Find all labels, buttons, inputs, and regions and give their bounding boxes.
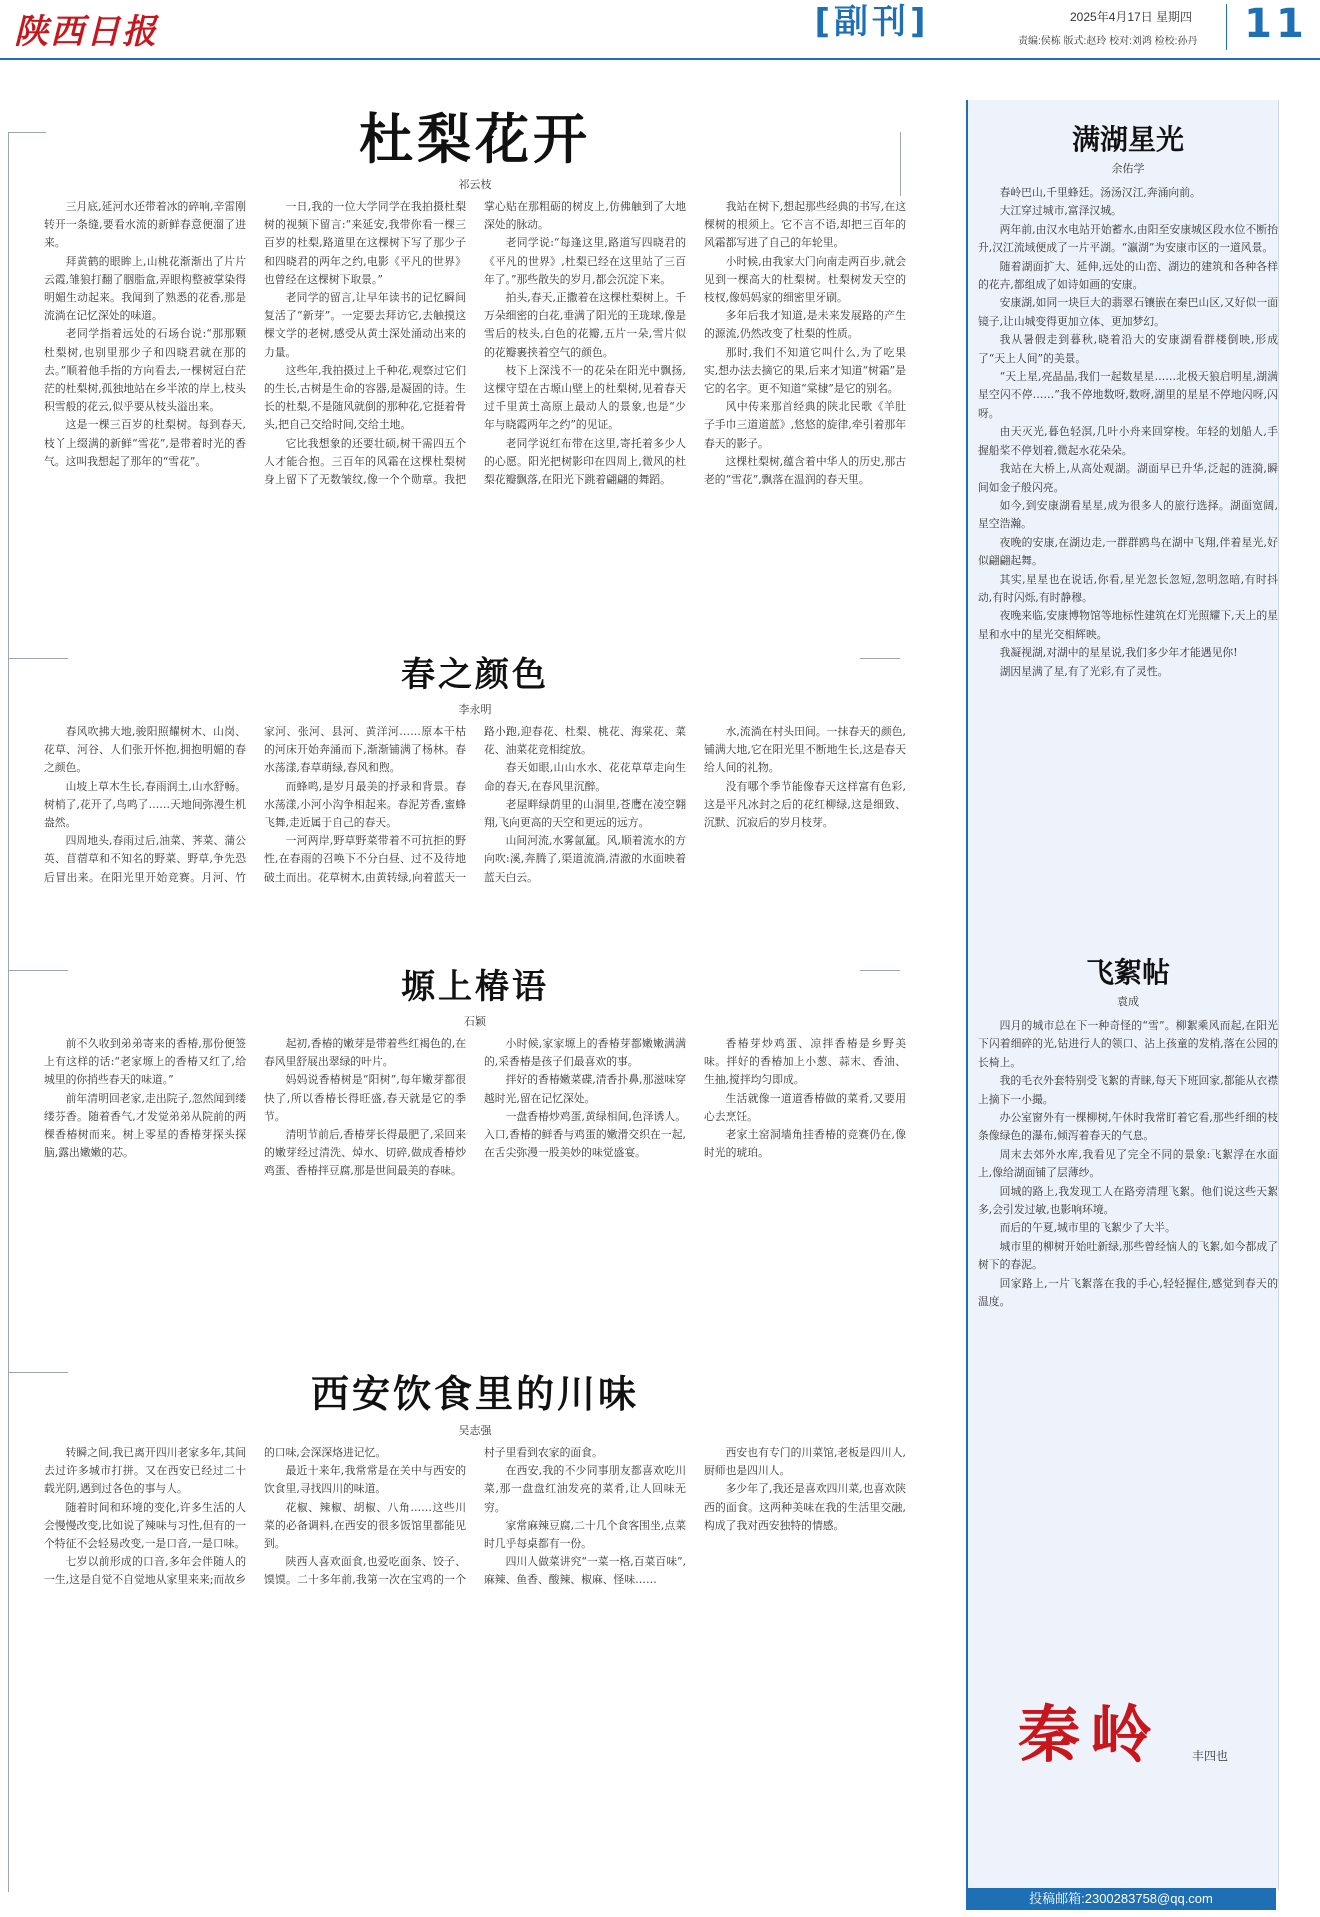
paragraph: 这是一棵三百岁的杜梨树。每到春天,枝丫上缀满的新鲜“雪花”,是带着时光的香气。这叫我想起了那年的“雪花”。 [44, 418, 246, 468]
paragraph: 由天灭光,暮色轻溟,几叶小舟来回穿梭。年轻的划船人,手握船桨不停划着,微起水花朵朵。 [978, 425, 1278, 457]
paragraph: 办公室窗外有一棵柳树,午休时我常盯着它看,那些纤细的枝条像绿色的瀑布,倾泻着春天的气息。 [978, 1111, 1278, 1143]
frame-left-line [8, 132, 9, 1892]
paragraph: 回家路上,一片飞絮落在我的手心,轻轻握住,感觉到春天的温度。 [978, 1276, 1278, 1309]
sidebar [938, 100, 1320, 1917]
paragraph: 在西安,我的不少同事朋友都喜欢吃川菜,那一盘盘红油发亮的菜肴,让人回味无穷。 [484, 1464, 686, 1514]
paragraph: 拜黄鹤的眼眸上,山桃花渐渐出了片片云霞,雏狼打翻了胭脂盒,弄眼构整被掌染得明媚生动起来。我闻到了熟悉的花香,那是流淌在记忆深处的味道。 [44, 254, 246, 323]
article-author: 余佑学 [1111, 162, 1145, 175]
paragraph: 夜晚来临,安康博物馆等地标性建筑在灯光照耀下,天上的星星和水中的星光交相辉映。 [978, 609, 1278, 641]
column-logo [978, 1665, 1278, 1815]
paragraph: 那时,我们不知道它叫什么,为了吃果实,想办法去摘它的果,后来才知道“树霜”是它的名字。更不知道“棠棣”是它的别名。 [704, 345, 906, 396]
paragraph: 夜晚的安康,在湖边走,一群群鸥鸟在湖中飞翔,伴着星光,好似翩翩起舞。 [978, 535, 1278, 568]
article-title: 塬上椿语 [401, 967, 549, 1007]
paragraph: 拌好的香椿嫩菜碟,清香扑鼻,那滋味穿越时光,留在记忆深处。 [484, 1073, 686, 1105]
paragraph: 三月底,延河水还带着冰的碎响,辛雷刚转开一条缝,要看水流的新鲜春意便溜了进来。 [44, 200, 246, 250]
paragraph: 回城的路上,我发现工人在路旁清理飞絮。他们说这些天絮多,会引发过敏,也影响环境。 [978, 1184, 1278, 1217]
page-number: 11 [1244, 1, 1308, 47]
paragraph: 这棵杜梨树,蕴含着中华人的历史,那古老的“雪花”,飘落在温润的春天里。 [704, 454, 906, 487]
paragraph: 老家土窑洞墙角挂香椿的竞赛仍在,像时光的琥珀。 [704, 1128, 906, 1160]
paragraph: 转瞬之间,我已离开四川老家多年,其间去过许多城市打拼。又在西安已经过二十载光阴,遇到过各色的事与人。 [44, 1446, 246, 1496]
article-author: 石颖 [464, 1015, 486, 1028]
issue-date: 2025年4月17日 星期四 [1070, 10, 1193, 24]
article-dulihuakai [44, 108, 906, 698]
header-divider [1226, 4, 1227, 50]
paragraph: 而后的午夏,城市里的飞絮少了大半。 [999, 1221, 1176, 1235]
paragraph: 妈妈说香椿树是“阳树”,每年嫩芽都很快了,所以香椿长得旺盛,春天就是它的季节。 [264, 1073, 466, 1123]
paragraph: 小时候,家家塬上的香椿芽都嫩嫩满满的,采香椿是孩子们最喜欢的事。 [484, 1037, 686, 1069]
article-chunzhiyanse [44, 653, 906, 933]
paragraph: “天上星,亮晶晶,我们一起数星星……北极天狼启明星,湖满星空闪不停……”我不停地数呀,数呀,湖里的星星不停地闪呀,闪呀。 [978, 370, 1278, 420]
article-body [44, 723, 906, 929]
paragraph: 随着湖面扩大、延伸,远处的山峦、湖边的建筑和各种各样的花卉,都组成了如诗如画的安康。 [978, 259, 1278, 292]
paragraph: 老同学的留言,让早年读书的记忆瞬间复活了“新芽”。一定要去拜访它,去触摸这棵文学的老树,感受从黄土深处涌动出来的力量。 [264, 291, 466, 359]
paragraph: 周末去郊外水库,我看见了完全不同的景象:飞絮浮在水面上,像给湖面铺了层薄纱。 [978, 1147, 1278, 1180]
sidebar-article-feixutie [978, 955, 1278, 1707]
paragraph: 安康湖,如同一块巨大的翡翠石镶嵌在秦巴山区,又好似一面镜子,让山城变得更加立体、更加梦幻。 [978, 296, 1278, 328]
paragraph: 前不久收到弟弟寄来的香椿,那份便签上有这样的话:“老家塬上的香椿又红了,给城里的你捎些春天的味道。” [44, 1037, 246, 1087]
submission-email-bar: 投稿邮箱:2300283758@qq.com [966, 1888, 1276, 1910]
masthead-logo: 陕西日报 [14, 12, 158, 52]
paragraph: 四月的城市总在下一种奇怪的“雪”。柳絮乘风而起,在阳光下闪着细碎的光,钻进行人的领口、沾上孩童的发梢,落在公园的长椅上。 [978, 1019, 1278, 1069]
article-title: 满湖星光 [1071, 123, 1184, 156]
paragraph: 这些年,我拍摄过上千种花,观察过它们的生长,古树是生命的容器,是凝固的诗。生长的杜梨,不是随风就倒的那种花,它挺着骨头,把自己交给时间,交给土地。 [264, 363, 466, 432]
paragraph: 起初,香椿的嫩芽是带着些红褐色的,在春风里舒展出翠绿的叶片。 [264, 1037, 466, 1069]
article-title: 春之颜色 [401, 655, 549, 695]
paragraph: 一日,我的一位大学同学在我拍摄杜梨树的视频下留言:“来延安,我带你看一棵三百岁的杜梨,路道里在这棵树下写了那少子和四晓君的两年之约,电影《平凡的世界》也曾经在这棵树下取景。” [264, 200, 466, 286]
paragraph: 老同学指着远处的石场台说:“那那颗杜梨树,也别里那少子和四晓君就在那的去。”顺着他手指的方向看去,一棵树冠白茫茫的杜梨树,孤独地站在乡半浓的岸上,枝头积雪般的花云,似乎要从枝头溢出来。 [44, 327, 246, 414]
paragraph: 它比我想象的还要壮硕,树干需四五个人才能合抱。三百年的风霜在这棵杜梨树身上留下了无数皱纹,像一个个勋章。我把掌心贴在那粗砺的树皮上,仿佛触到了大地深处的脉动。 [264, 200, 686, 487]
paragraph: 我站在大桥上,从高处观湖。湖面早已升华,泛起的涟漪,瞬间如金子般闪亮。 [978, 462, 1278, 494]
paragraph: 我从暑假走到暮秋,晓着沿大的安康湖看群楼倒映,形成了“天上人间”的美景。 [978, 333, 1278, 365]
article-body [44, 1035, 906, 1315]
paragraph: 老屋畔绿荫里的山洞里,苍鹰在凌空翱翔,飞向更高的天空和更远的远方。 [484, 797, 686, 830]
column-logo-text: 秦岭 [1018, 1698, 1163, 1771]
paragraph: 一河两岸,野草野菜带着不可抗拒的野性,在春雨的召唤下不分白昼、过不及待地破土而出。花草树木,由黄转绿,向着蓝天一路小跑,迎春花、杜梨、桃花、海棠花、菜花、油菜花竞相绽放。 [264, 725, 686, 884]
article-body [978, 1017, 1278, 1707]
paragraph: 风中传来那首经典的陕北民歌《羊肚子手巾三道道蓝》,悠悠的旋律,牵引着那年春天的影子。 [704, 400, 906, 450]
paragraph: 山坡上草木生长,春雨润土,山水舒畅。树梢了,花开了,鸟鸣了……天地间弥漫生机盎然。 [44, 779, 246, 830]
paragraph: 前年清明回老家,走出院子,忽然闻到缕缕芬香。随着香气,才发觉弟弟从院前的两棵香椿树而来。树上零星的香椿芽探头探脑,露出嫩嫩的芯。 [44, 1091, 246, 1160]
paragraph: 而蜂鸣,是岁月最美的抒录和背景。春水荡漾,小河小沟争相起来。春泥芳香,蜜蜂飞舞,走近属于自己的春天。 [264, 779, 466, 830]
paragraph: 春风吹拂大地,骏阳照耀树木、山岗、花草、河谷、人们张开怀抱,拥抱明媚的春之颜色。 [44, 725, 246, 775]
article-yuanshangchunyu [44, 965, 906, 1325]
paragraph: 生活就像一道道香椿做的菜肴,又要用心去烹饪。 [704, 1091, 906, 1123]
paragraph: 湖因星满了星,有了光彩,有了灵性。 [999, 664, 1169, 678]
paragraph: 拍头,春天,正撒着在这棵杜梨树上。千万朵细密的白花,垂满了阳光的王珑球,像是雪后的枝头,白色的花瓣,五片一朵,雪片似的花瓣裹挟着空气的颜色。 [484, 291, 686, 359]
paragraph: 最近十来年,我常常是在关中与西安的饮食里,寻找四川的味道。 [264, 1464, 466, 1496]
paragraph: 我凝视湖,对湖中的星星说,我们多少年才能遇见你! [999, 646, 1238, 660]
article-body [978, 184, 1278, 964]
paragraph: 春天如眼,山山水水、花花草草走向生命的春天,在春风里沉醉。 [484, 761, 686, 793]
page-header [0, 0, 1320, 70]
paragraph: 随着时间和环境的变化,许多生活的人会慢慢改变,比如说了辣味与习性,但有的一个特征不会轻易改变,一是口音,一是口味。 [44, 1500, 246, 1551]
paragraph: 四川人做菜讲究“一菜一格,百菜百味”,麻辣、鱼香、酸辣、椒麻、怪味…… [484, 1555, 686, 1587]
paragraph: 没有哪个季节能像春天这样富有色彩,这是平凡冰封之后的花红柳绿,这是细致、沉默、沉寂后的岁月枝芽。 [704, 779, 906, 830]
section-label: [副刊] [814, 2, 930, 42]
article-title: 飞絮帖 [1085, 956, 1170, 989]
paragraph: 一盘香椿炒鸡蛋,黄绿相间,色泽诱人。入口,香椿的鲜香与鸡蛋的嫩滑交织在一起,在舌尖弥漫一股美妙的味觉盛宴。 [484, 1109, 686, 1160]
frame-top-line-1 [8, 132, 46, 133]
paragraph: 花椒、辣椒、胡椒、八角……这些川菜的必备调料,在西安的很多饭馆里都能见到。 [264, 1500, 466, 1551]
paragraph: 七岁以前形成的口音,多年会伴随人的一生,这是自觉不自觉地从家里来来;而故乡的口味,会深深烙进记忆。 [44, 1446, 387, 1587]
paragraph: 其实,星星也在说话,你看,星光忽长忽短,忽明忽暗,有时抖动,有时闪烁,有时静穆。 [978, 572, 1278, 604]
article-body [44, 198, 906, 696]
paragraph: 家常麻辣豆腐,二十几个食客围坐,点菜时几乎每桌都有一份。 [484, 1518, 686, 1551]
paragraph: 枝下上深浅不一的花朵在阳光中飘扬,这棵守望在古塬山壁上的杜梨树,见着春天过千里黄土高原上最动人的景象,也是“少年与晓霞两年之约”的见证。 [484, 363, 686, 432]
paragraph: 老同学说:“每逢这里,路道写四晓君的《平凡的世界》,杜梨已经在这里站了三百年了。”那些散失的岁月,都会沉淀下来。 [484, 236, 686, 286]
paragraph: 陕西人喜欢面食,也爱吃面条、饺子、馍馍。二十多年前,我第一次在宝鸡的一个村子里看到农家的面食。 [264, 1446, 603, 1587]
sidebar-article-manhuxingguang [978, 122, 1278, 964]
paragraph: 山间河流,水雾氤氲。风,顺着流水的方向吹:溪,奔腾了,渠道流淌,清澈的水面映着蓝天白云。 [484, 834, 686, 884]
article-author: 袁成 [1117, 995, 1139, 1008]
paragraph: 多少年了,我还是喜欢四川菜,也喜欢陕西的面食。这两种美味在我的生活里交融,构成了我对西安独特的情感。 [704, 1482, 906, 1532]
article-title: 西安饮食里的川味 [310, 1372, 639, 1416]
paragraph: 如今,到安康湖看星星,成为很多人的旅行选择。湖面宽阔,星空浩瀚。 [978, 498, 1278, 531]
paragraph: 春岭巴山,千里蜂廷。汤汤汉江,奔涌向前。 [999, 186, 1201, 199]
article-author: 李永明 [458, 703, 492, 716]
paragraph: 水,流淌在村头田间。一抹春天的颜色,铺满大地,它在阳光里不断地生长,这是春天给人间的礼物。 [704, 725, 906, 775]
paragraph: 我的毛衣外套特别受飞絮的青睐,每天下班回家,都能从衣襟上摘下一小撮。 [978, 1074, 1278, 1106]
paragraph: 我站在树下,想起那些经典的书写,在这棵树的根须上。它不言不语,却把三百年的风霜都写进了自己的年轮里。 [704, 200, 906, 250]
article-body [44, 1444, 906, 1902]
article-xian-chuanwei [44, 1370, 906, 1910]
paragraph: 多年后我才知道,是未来发展路的产生的源流,仍然改变了杜梨的性质。 [704, 309, 906, 341]
paragraph: 小时候,由我家大门向南走两百步,就会见到一棵高大的杜梨树。杜梨树发天空的枝杈,像妈妈家的细密里牙刷。 [704, 254, 906, 305]
header-rule [0, 58, 1320, 60]
article-title: 杜梨花开 [359, 108, 591, 171]
article-author: 吴志强 [458, 1424, 492, 1437]
article-author: 祁云枝 [458, 178, 492, 191]
paragraph: 城市里的柳树开始吐新绿,那些曾经恼人的飞絮,如今都成了树下的春泥。 [978, 1239, 1278, 1272]
paragraph: 两年前,由汉水电站开始蓄水,由阳至安康城区段水位不断抬升,汉江流域便成了一片平湖。“瀛湖”为安康市区的一道风景。 [978, 222, 1278, 255]
paragraph: 四周地头,春雨过后,油菜、荠菜、蒲公英、苜蓿草和不知名的野菜、野草,争先恐后冒出来。在阳光里开始竞赛。月河、竹家河、张河、县河、黄洋河……原本干枯的河床开始奔涌而下,渐渐铺满了杨林。春水荡漾,春草萌绿,春风和煦。 [44, 725, 466, 884]
paragraph: 大江穿过城市,富泽汉城。 [999, 204, 1122, 218]
editor-credits: 责编:侯栋 版式:赵玲 校对:刘鸿 检校:孙丹 [1018, 36, 1198, 47]
paragraph: 西安也有专门的川菜馆,老板是四川人,厨师也是四川人。 [704, 1446, 906, 1478]
column-logo-signature: 丰四也 [1192, 1749, 1229, 1763]
paragraph: 老同学说红布带在这里,寄托着多少人的心愿。阳光把树影印在四周上,微风的杜梨花瓣飘落,在阳光下跳着翩翩的舞蹈。 [484, 436, 686, 487]
paragraph: 香椿芽炒鸡蛋、凉拌香椿是乡野美味。拌好的香椿加上小葱、蒜末、香油、生抽,搅拌均匀即成。 [704, 1037, 906, 1087]
paragraph: 清明节前后,香椿芽长得最肥了,采回来的嫩芽经过清洗、焯水、切碎,做成香椿炒鸡蛋、香椿拌豆腐,那是世间最美的春味。 [264, 1128, 466, 1178]
